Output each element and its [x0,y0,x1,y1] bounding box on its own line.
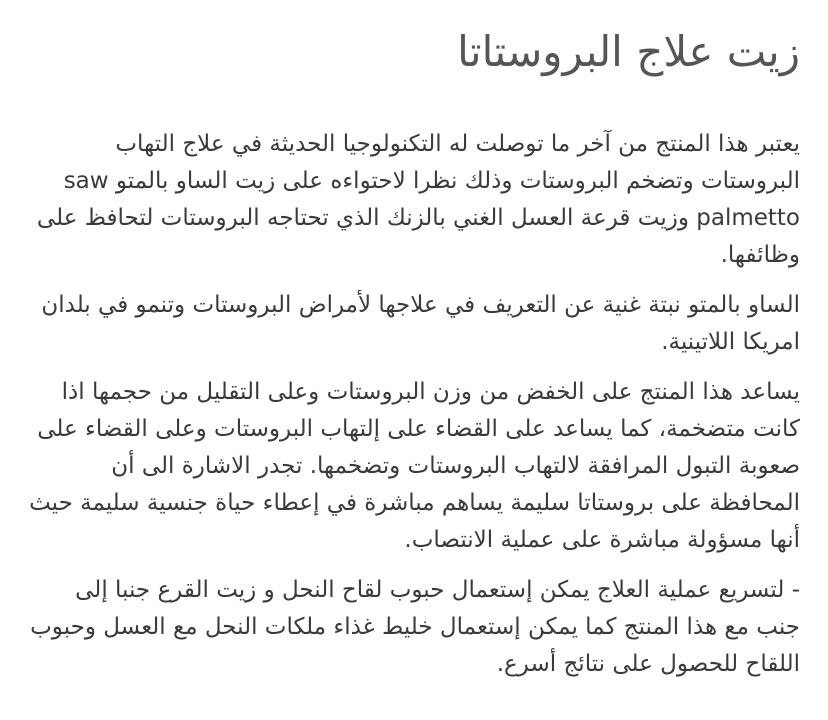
article-paragraph-benefits: يساعد هذا المنتج على الخفض من وزن البروستات وعلى التقليل من حجمها اذا كانت متضخمة، كما يساعد على القضاء على إلتهاب البروستات وعلى القضاء على صعوبة التبول المرافقة لالتهاب البروستات وتضخمها. تجدر الاشارة الى أن المحافظة على بروستاتا سليمة يساهم مباشرة في إعطاء حياة جنسية سليمة حيث أنها مسؤولة مباشرة على عملية الانتصاب. [29,379,800,553]
article [28,0,800,683]
article-paragraph-intro: يعتبر هذا المنتج من آخر ما توصلت له التكنولوجيا الحديثة في علاج التهاب البروستات وتضخم البروستات وذلك نظرا لاحتواءه على زيت الساو بالمتو saw palmetto وزيت قرعة العسل الغني بالزنك الذي تحتاجه البروستات لتحافظ على وظائفها. [36,131,800,268]
article-paragraph-saw-palmetto: الساو بالمتو نبتة غنية عن التعريف في علاجها لأمراض البروستات وتنمو في بلدان امريكا اللاتينية. [41,292,800,355]
article-title: زيت علاج البروستاتا [457,27,800,76]
article-paragraph-tip: - لتسريع عملية العلاج يمكن إستعمال حبوب لقاح النحل و زيت القرع جنبا إلى جنب مع هذا المنتج كما يمكن إستعمال خليط غذاء ملكات النحل مع العسل وحبوب اللقاح للحصول على نتائج أسرع. [30,577,800,677]
